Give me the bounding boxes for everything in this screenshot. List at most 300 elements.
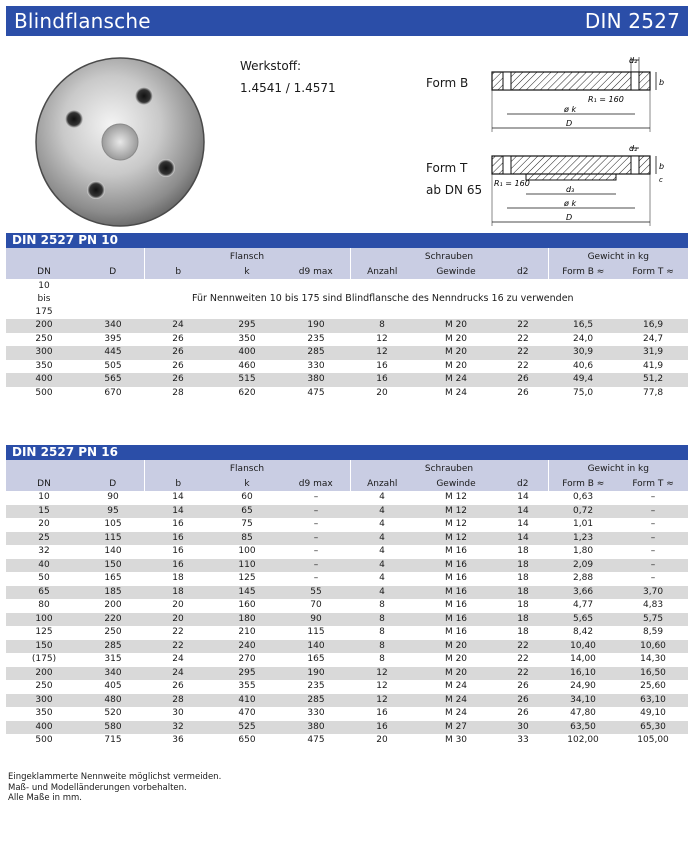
table-cell: M 24 xyxy=(444,708,468,718)
col-anzahl-16: Anzahl xyxy=(350,478,414,491)
table-cell: 16,50 xyxy=(618,667,688,681)
footnote-2: Maß- und Modelländerungen vorbehalten. xyxy=(8,782,187,793)
table-cell: 300 xyxy=(6,694,82,708)
table-cell: 14 xyxy=(517,519,529,529)
table-cell: M 24 xyxy=(444,681,468,691)
table-cell: 8 xyxy=(350,319,414,333)
dim-D-b: D xyxy=(566,119,573,128)
table-cell: 8 xyxy=(350,613,414,627)
col-gewicht-16: Gewicht in kg xyxy=(548,460,688,478)
dim-r1-t: R₁ = 160 xyxy=(494,179,530,188)
table-cell: M 20 xyxy=(414,319,498,333)
table-row xyxy=(6,734,688,748)
table-cell: 55 xyxy=(282,586,350,600)
col-schrauben: Schrauben xyxy=(350,248,548,266)
table-cell: 12 xyxy=(350,694,414,708)
table-row xyxy=(6,387,688,401)
table-cell: 10 xyxy=(38,492,50,502)
dim-k-b: ø k xyxy=(564,105,577,114)
table-cell: 49,10 xyxy=(640,708,666,718)
note-dn-to: 175 xyxy=(35,306,53,317)
table-row xyxy=(6,680,688,694)
table-cell: 102,00 xyxy=(567,735,599,745)
table-cell: 670 xyxy=(104,387,122,398)
table-cell: 22 xyxy=(498,667,548,681)
pn10-table xyxy=(6,248,688,400)
table-cell: 460 xyxy=(238,360,256,371)
table-cell: 525 xyxy=(212,721,282,735)
table-cell: 63,50 xyxy=(548,721,618,735)
table-cell: 70 xyxy=(310,600,322,610)
table-cell: M 16 xyxy=(444,573,468,583)
table-cell: 18 xyxy=(498,559,548,573)
table-cell: 40,6 xyxy=(573,360,594,371)
flange-photo xyxy=(34,56,206,228)
table-row xyxy=(6,626,688,640)
table-cell: 22 xyxy=(498,319,548,333)
table-cell: 18 xyxy=(498,613,548,627)
table-cell: 100 xyxy=(238,546,256,556)
table-cell: M 12 xyxy=(444,492,468,502)
table-cell: 565 xyxy=(82,373,144,387)
table-cell: 16 xyxy=(350,721,414,735)
table-cell: 350 xyxy=(35,708,53,718)
table-cell: 32 xyxy=(38,546,50,556)
dim-k-t: ø k xyxy=(564,199,577,208)
table-cell: 300 xyxy=(6,346,82,360)
table-cell: 400 xyxy=(6,373,82,387)
table-cell: 18 xyxy=(144,586,212,600)
table-row xyxy=(6,667,688,681)
table-cell: 295 xyxy=(212,667,282,681)
table-cell: 250 xyxy=(35,681,53,691)
table-cell: 400 xyxy=(6,721,82,735)
table-row xyxy=(6,360,688,374)
table-cell: 1,80 xyxy=(573,546,594,556)
table-cell: 8,59 xyxy=(643,627,664,637)
table-cell: 515 xyxy=(212,373,282,387)
col-formb-16: Form B ≈ xyxy=(548,478,618,491)
table-cell: 165 xyxy=(104,573,122,583)
pn16-section xyxy=(6,445,688,748)
table-cell: 50 xyxy=(38,573,50,583)
table-cell: M 12 xyxy=(414,532,498,546)
table-cell: 28 xyxy=(172,387,184,398)
table-cell: 26 xyxy=(172,360,184,371)
col-d2-16: d2 xyxy=(498,478,548,491)
table-cell: 295 xyxy=(212,319,282,333)
table-cell: 75 xyxy=(241,519,253,529)
table-cell: 165 xyxy=(307,654,325,664)
table-cell: M 16 xyxy=(444,600,468,610)
table-cell: 26 xyxy=(517,708,529,718)
table-cell: M 12 xyxy=(444,519,468,529)
table-cell: 49,4 xyxy=(548,373,618,387)
table-cell: 105 xyxy=(104,519,122,529)
table-cell: 3,70 xyxy=(618,586,688,600)
table-cell: 90 xyxy=(107,492,119,502)
table-cell: 65 xyxy=(6,586,82,600)
table-cell: 4 xyxy=(379,546,385,556)
form-t-label: Form T xyxy=(426,161,468,175)
note-dn-from: 10 xyxy=(38,280,50,291)
table-cell: 14 xyxy=(498,505,548,519)
table-cell: 75,0 xyxy=(573,387,594,398)
table-cell: 500 xyxy=(35,387,53,398)
material-value: 1.4541 / 1.4571 xyxy=(240,81,336,95)
table-cell: 18 xyxy=(498,586,548,600)
table-cell: 18 xyxy=(172,573,184,583)
table-cell: 26 xyxy=(517,681,529,691)
col-k: k xyxy=(212,266,282,279)
dim-d3-t: d₃ xyxy=(566,185,575,194)
table-cell: M 20 xyxy=(414,640,498,654)
table-row xyxy=(6,491,688,505)
table-cell: 220 xyxy=(82,613,144,627)
technical-drawing xyxy=(486,52,686,230)
table-cell: 18 xyxy=(517,627,529,637)
table-cell: 270 xyxy=(238,654,256,664)
table-cell: 285 xyxy=(82,640,144,654)
table-cell: 90 xyxy=(282,613,350,627)
table-cell: 620 xyxy=(238,387,256,398)
table-cell: M 16 xyxy=(414,559,498,573)
table-cell: 65 xyxy=(212,505,282,519)
table-cell: 51,2 xyxy=(618,373,688,387)
table-cell: 115 xyxy=(82,532,144,546)
col-dn: DN xyxy=(6,266,82,279)
table-cell: 0,72 xyxy=(548,505,618,519)
table-cell: 100 xyxy=(6,613,82,627)
page-title: Blindflansche xyxy=(14,9,151,33)
table-cell: 20 xyxy=(172,600,184,610)
footnote-3: Alle Maße in mm. xyxy=(8,793,83,803)
table-cell: 26 xyxy=(172,681,184,691)
col-schrauben-16: Schrauben xyxy=(350,460,548,478)
table-cell: 16,9 xyxy=(618,319,688,333)
table-cell: – xyxy=(313,492,319,502)
table-cell: M 30 xyxy=(444,735,468,745)
table-cell: 16 xyxy=(376,708,388,718)
pn10-title: DIN 2527 PN 10 xyxy=(6,233,688,248)
table-cell: 12 xyxy=(376,681,388,691)
table-cell: 14,00 xyxy=(570,654,596,664)
table-cell: 85 xyxy=(212,532,282,546)
table-row xyxy=(6,572,688,586)
table-cell: 125 xyxy=(238,573,256,583)
table-cell: 115 xyxy=(307,627,325,637)
table-row xyxy=(6,373,688,387)
table-cell: 250 xyxy=(35,333,53,344)
table-cell: 140 xyxy=(282,640,350,654)
col-d9: d9 max xyxy=(282,266,350,279)
table-cell: 22 xyxy=(498,640,548,654)
table-cell: 16 xyxy=(376,360,388,371)
table-cell: 200 xyxy=(104,600,122,610)
table-cell: 150 xyxy=(6,640,82,654)
table-cell: 24,0 xyxy=(573,333,594,344)
table-cell: 8 xyxy=(350,640,414,654)
table-cell: 40 xyxy=(6,559,82,573)
table-cell: 18 xyxy=(517,600,529,610)
table-cell: 41,9 xyxy=(643,360,664,371)
table-cell: 445 xyxy=(82,346,144,360)
table-cell: 14 xyxy=(498,532,548,546)
table-row xyxy=(6,346,688,360)
table-cell: 400 xyxy=(212,346,282,360)
table-cell: 22 xyxy=(517,360,529,371)
table-cell: 505 xyxy=(104,360,122,371)
table-cell: – xyxy=(282,505,350,519)
table-cell: 395 xyxy=(104,333,122,344)
table-cell: 150 xyxy=(82,559,144,573)
table-cell: 250 xyxy=(104,627,122,637)
table-cell: 12 xyxy=(350,346,414,360)
table-cell: 5,75 xyxy=(618,613,688,627)
table-cell: 470 xyxy=(238,708,256,718)
table-cell: 10,60 xyxy=(618,640,688,654)
table-cell: 33 xyxy=(517,735,529,745)
table-row xyxy=(6,319,688,333)
dim-c-t: c xyxy=(659,176,663,184)
table-cell: 190 xyxy=(282,667,350,681)
col-formt-16: Form T ≈ xyxy=(618,478,688,491)
col-flansch-16: Flansch xyxy=(144,460,350,478)
table-cell: 22 xyxy=(517,333,529,344)
table-cell: 30,9 xyxy=(548,346,618,360)
table-cell: – xyxy=(650,573,656,583)
table-row xyxy=(6,707,688,721)
table-cell: 63,10 xyxy=(618,694,688,708)
table-cell: 350 xyxy=(238,333,256,344)
dim-D-t: D xyxy=(566,213,573,222)
dim-d2-t: d₂ xyxy=(629,144,638,153)
table-cell: – xyxy=(618,505,688,519)
table-cell: M 12 xyxy=(414,505,498,519)
table-cell: 18 xyxy=(517,573,529,583)
table-cell: 125 xyxy=(35,627,53,637)
table-cell: 160 xyxy=(238,600,256,610)
table-cell: 26 xyxy=(144,346,212,360)
table-cell: 16 xyxy=(172,519,184,529)
table-cell: (175) xyxy=(31,654,57,664)
table-cell: 190 xyxy=(282,319,350,333)
table-cell: 475 xyxy=(307,387,325,398)
table-cell: 24,7 xyxy=(643,333,664,344)
table-cell: M 24 xyxy=(444,387,468,398)
table-cell: 480 xyxy=(82,694,144,708)
table-cell: – xyxy=(618,532,688,546)
col-b-16: b xyxy=(144,478,212,491)
table-cell: 235 xyxy=(307,333,325,344)
table-cell: M 20 xyxy=(444,654,468,664)
table-row xyxy=(6,640,688,654)
table-cell: 36 xyxy=(172,735,184,745)
table-cell: 380 xyxy=(282,373,350,387)
table-cell: 95 xyxy=(82,505,144,519)
table-cell: 315 xyxy=(104,654,122,664)
table-cell: 22 xyxy=(144,640,212,654)
table-cell: 4 xyxy=(350,505,414,519)
table-cell: 340 xyxy=(82,667,144,681)
table-cell: 4,77 xyxy=(573,600,594,610)
table-cell: 4 xyxy=(379,519,385,529)
col-gewinde: Gewinde xyxy=(414,266,498,279)
table-cell: 65,30 xyxy=(618,721,688,735)
table-cell: M 20 xyxy=(444,360,468,371)
table-cell: 8 xyxy=(379,600,385,610)
table-row xyxy=(6,333,688,347)
table-cell: 25,60 xyxy=(640,681,666,691)
table-cell: – xyxy=(618,559,688,573)
table-cell: – xyxy=(282,532,350,546)
form-t-note: ab DN 65 xyxy=(426,183,483,197)
table-cell: 185 xyxy=(82,586,144,600)
table-cell: 8,42 xyxy=(573,627,594,637)
col-formt: Form T ≈ xyxy=(618,266,688,279)
pn16-title: DIN 2527 PN 16 xyxy=(6,445,688,460)
table-cell: 4 xyxy=(379,492,385,502)
table-cell: 285 xyxy=(282,346,350,360)
table-cell: M 24 xyxy=(414,373,498,387)
table-cell: 1,23 xyxy=(548,532,618,546)
table-cell: 60 xyxy=(241,492,253,502)
table-cell: 240 xyxy=(212,640,282,654)
table-cell: 26 xyxy=(517,387,529,398)
table-cell: 47,80 xyxy=(570,708,596,718)
table-cell: 1,01 xyxy=(573,519,594,529)
table-row xyxy=(6,505,688,519)
table-cell: 24,90 xyxy=(570,681,596,691)
table-cell: 24 xyxy=(172,654,184,664)
table-cell: 12 xyxy=(350,667,414,681)
table-cell: 14,30 xyxy=(640,654,666,664)
table-cell: 380 xyxy=(282,721,350,735)
footnotes xyxy=(8,772,221,804)
table-cell: 580 xyxy=(82,721,144,735)
table-cell: 14 xyxy=(172,492,184,502)
table-cell: 16 xyxy=(350,373,414,387)
table-cell: 475 xyxy=(307,735,325,745)
table-cell: 330 xyxy=(307,708,325,718)
table-cell: 520 xyxy=(104,708,122,718)
pn16-table xyxy=(6,460,688,748)
table-cell: 31,9 xyxy=(618,346,688,360)
material-label: Werkstoff: xyxy=(240,59,302,73)
table-cell: 28 xyxy=(144,694,212,708)
table-row xyxy=(6,613,688,627)
table-cell: 0,63 xyxy=(573,492,594,502)
note-dn-bis: bis xyxy=(37,293,51,304)
material-block xyxy=(240,55,336,99)
table-cell: 26 xyxy=(172,333,184,344)
table-cell: 16 xyxy=(144,559,212,573)
table-cell: 410 xyxy=(212,694,282,708)
standard-number: DIN 2527 xyxy=(584,9,680,33)
table-cell: 3,66 xyxy=(548,586,618,600)
table-cell: 350 xyxy=(35,360,53,371)
table-cell: M 24 xyxy=(414,694,498,708)
table-cell: 26 xyxy=(498,373,548,387)
table-cell: M 16 xyxy=(414,586,498,600)
col-gewinde-16: Gewinde xyxy=(414,478,498,491)
table-row xyxy=(6,599,688,613)
table-cell: 650 xyxy=(238,735,256,745)
table-row xyxy=(6,545,688,559)
table-cell: 22 xyxy=(498,346,548,360)
table-cell: 4 xyxy=(350,559,414,573)
table-cell: 5,65 xyxy=(548,613,618,627)
col-formb: Form B ≈ xyxy=(548,266,618,279)
table-cell: 2,88 xyxy=(573,573,594,583)
table-cell: 140 xyxy=(104,546,122,556)
table-cell: 26 xyxy=(498,694,548,708)
table-cell: – xyxy=(650,546,656,556)
table-row xyxy=(6,721,688,735)
table-cell: 200 xyxy=(6,667,82,681)
table-cell: M 16 xyxy=(444,627,468,637)
table-cell: 715 xyxy=(104,735,122,745)
col-d2: d2 xyxy=(498,266,548,279)
col-d-16: D xyxy=(82,478,144,491)
table-cell: 210 xyxy=(238,627,256,637)
table-cell: 4,83 xyxy=(643,600,664,610)
col-flansch: Flansch xyxy=(144,248,350,266)
table-cell: 24 xyxy=(144,667,212,681)
pn10-note-text: Für Nennweiten 10 bis 175 sind Blindflansche des Nenndrucks 16 zu verwenden xyxy=(192,293,574,305)
table-cell: 18 xyxy=(517,546,529,556)
table-cell: 30 xyxy=(172,708,184,718)
table-cell: 340 xyxy=(82,319,144,333)
table-cell: 16 xyxy=(144,532,212,546)
table-cell: 20 xyxy=(376,735,388,745)
table-row xyxy=(6,653,688,667)
table-cell: – xyxy=(313,546,319,556)
footnote-1: Eingeklammerte Nennweite möglichst vermeiden. xyxy=(8,772,222,782)
table-cell: 20 xyxy=(38,519,50,529)
table-cell: 4 xyxy=(350,586,414,600)
table-row xyxy=(6,559,688,573)
table-cell: 8 xyxy=(379,627,385,637)
table-cell: – xyxy=(650,492,656,502)
table-cell: 16,5 xyxy=(548,319,618,333)
table-cell: 12 xyxy=(376,333,388,344)
table-cell: 80 xyxy=(38,600,50,610)
table-cell: 32 xyxy=(144,721,212,735)
table-cell: 24 xyxy=(144,319,212,333)
col-gewicht: Gewicht in kg xyxy=(548,248,688,266)
table-cell: 26 xyxy=(144,373,212,387)
col-dn-16: DN xyxy=(6,478,82,491)
table-cell: 235 xyxy=(307,681,325,691)
table-cell: 30 xyxy=(498,721,548,735)
table-cell: 200 xyxy=(6,319,82,333)
table-cell: 34,10 xyxy=(548,694,618,708)
table-cell: 105,00 xyxy=(637,735,669,745)
table-cell: 285 xyxy=(282,694,350,708)
table-cell: – xyxy=(650,519,656,529)
table-cell: M 20 xyxy=(414,346,498,360)
table-cell: 145 xyxy=(212,586,282,600)
table-cell: 8 xyxy=(379,654,385,664)
table-cell: 405 xyxy=(104,681,122,691)
col-d9-16: d9 max xyxy=(282,478,350,491)
table-cell: 10,40 xyxy=(548,640,618,654)
table-row xyxy=(6,694,688,708)
table-cell: 180 xyxy=(212,613,282,627)
pn10-note-dn xyxy=(6,279,82,319)
form-b-label: Form B xyxy=(426,76,469,90)
